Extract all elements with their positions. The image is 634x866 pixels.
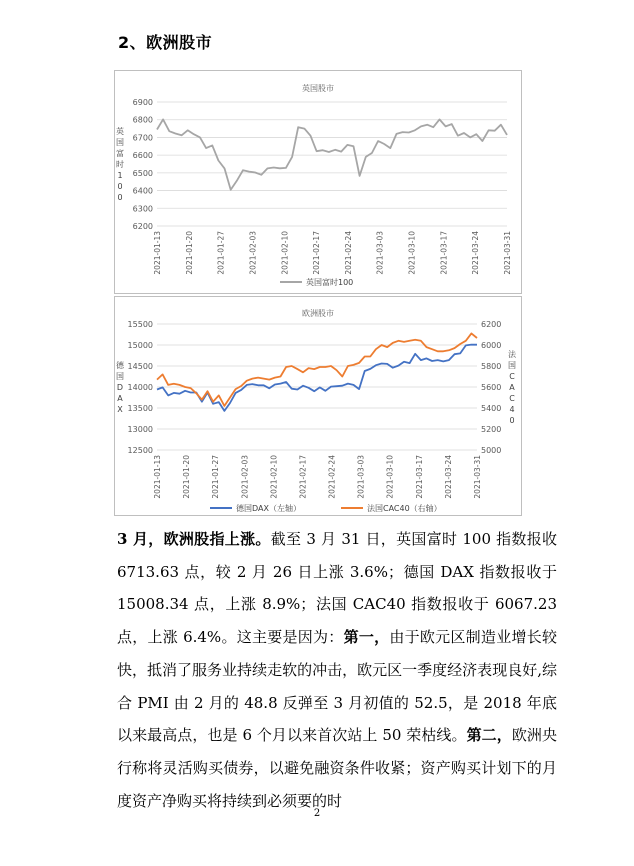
y-tick-label: 6300 <box>132 204 153 214</box>
x-tick-label: 2021-02-03 <box>248 231 258 275</box>
x-tick-label: 2021-02-17 <box>312 231 322 275</box>
lead-sentence: 3 月，欧洲股指上涨。 <box>117 530 271 548</box>
y-tick-label: 15000 <box>127 341 153 350</box>
x-tick-label: 2021-03-31 <box>503 231 512 275</box>
y-tick-label: 6900 <box>132 98 153 107</box>
x-tick-labels <box>153 231 512 275</box>
x-tick-label: 2021-02-10 <box>280 231 290 275</box>
x-tick-label: 2021-02-17 <box>298 455 308 499</box>
point-one: 第一， <box>343 628 390 647</box>
y-tick-label: 12500 <box>127 446 153 455</box>
x-tick-labels <box>153 455 482 499</box>
y-tick-label: 14000 <box>127 383 153 392</box>
x-tick-label: 2021-01-13 <box>153 231 162 275</box>
series-lines <box>157 119 507 189</box>
y-tick-label: 6200 <box>132 222 153 231</box>
x-tick-label: 2021-03-24 <box>471 231 481 275</box>
paragraph-text: 截至 3 月 31 日，英国富时 100 指数报收 6713.63 点，较 2 月 26 日上涨 3.6%；德国 DAX 指数报收于 15008.34 点，上涨 8.9%；法国 CAC40 指数报收于 6067.23 点，上涨 6.4%。这主要是因为： <box>117 530 557 647</box>
chart-title: 欧洲股市 <box>302 309 334 318</box>
y-right-tick-label: 5800 <box>481 362 502 371</box>
y-right-tick-label: 5000 <box>481 446 502 455</box>
legend-label: 德国DAX（左轴） <box>236 504 301 513</box>
series-line-1 <box>157 333 477 406</box>
y-tick-label: 13500 <box>127 404 153 413</box>
y-tick-label: 6600 <box>132 151 153 161</box>
grid-lines <box>157 324 477 450</box>
y-axis-label <box>116 126 124 202</box>
eu-chart-svg <box>115 297 521 515</box>
legend-label: 英国富时100 <box>306 278 354 287</box>
x-tick-label: 2021-01-20 <box>184 231 194 275</box>
y-tick-label: 6800 <box>132 115 153 125</box>
x-tick-label: 2021-03-17 <box>439 231 449 275</box>
y-tick-label: 15500 <box>127 320 153 329</box>
y-tick-label: 6500 <box>132 168 153 178</box>
x-tick-label: 2021-02-10 <box>269 455 279 499</box>
uk-chart-svg <box>115 71 521 293</box>
y-tick-label: 13000 <box>127 425 153 434</box>
series-line-0 <box>157 345 477 411</box>
x-tick-label: 2021-02-03 <box>240 455 250 499</box>
y-right-tick-label: 5200 <box>481 425 502 434</box>
page-number: 2 <box>313 808 321 819</box>
legend <box>280 277 353 287</box>
axis-label-text: 法国 C A C 4 0 <box>508 350 516 425</box>
legend-label: 法国CAC40（右轴） <box>367 504 442 513</box>
y-right-tick-label: 6000 <box>481 341 502 350</box>
x-tick-label: 2021-03-03 <box>375 231 385 275</box>
y-right-tick-label: 5600 <box>481 383 502 392</box>
y-right-axis-label <box>508 349 517 425</box>
x-tick-label: 2021-03-03 <box>356 455 366 499</box>
paragraph-text: 由于欧元区制造业增长较快，抵消了服务业持续走软的冲击，欧元区一季度经济表现良好,综合 PMI 由 2 月的 48.8 反弹至 3 月初值的 52.5，是 2018 年底以来最高点，也是 6 个月以来首次站上 50 荣枯线。 <box>117 628 557 745</box>
y-right-tick-labels <box>481 320 501 455</box>
grid-lines <box>157 102 507 226</box>
point-two: 第二， <box>466 726 512 745</box>
x-tick-label: 2021-03-24 <box>443 455 453 499</box>
uk-stock-chart <box>114 70 522 294</box>
axis-label-text: 德国 D A X <box>116 361 124 414</box>
chart-title: 英国股市 <box>302 84 334 93</box>
x-tick-label: 2021-01-20 <box>182 455 192 499</box>
paragraph-text: 欧洲央行称将灵活购买债券，以避免融资条件收紧；资产购买计划下的月度资产净购买将持续到必须要的时 <box>117 726 557 810</box>
section-heading: 2、欧洲股市 <box>118 33 213 52</box>
x-tick-label: 2021-03-17 <box>414 455 424 499</box>
eu-stock-chart <box>114 296 522 516</box>
x-tick-label: 2021-01-27 <box>211 455 221 499</box>
y-axis-label <box>116 360 125 414</box>
x-tick-label: 2021-01-13 <box>153 455 162 499</box>
y-tick-label: 6400 <box>132 186 153 196</box>
y-tick-label: 6700 <box>132 133 153 143</box>
x-tick-label: 2021-01-27 <box>216 231 226 275</box>
axis-label-text: 英国富时 1 0 0 <box>116 127 124 202</box>
series-line-0 <box>157 119 507 189</box>
x-tick-label: 2021-03-10 <box>385 455 395 499</box>
legend <box>210 503 442 513</box>
y-tick-labels <box>128 320 153 455</box>
body-paragraph <box>117 523 557 817</box>
y-tick-label: 14500 <box>127 362 153 371</box>
x-tick-label: 2021-02-24 <box>327 455 337 499</box>
x-tick-label: 2021-03-10 <box>407 231 417 275</box>
y-right-tick-label: 5400 <box>481 404 502 413</box>
x-tick-label: 2021-03-31 <box>473 455 482 499</box>
y-right-tick-label: 6200 <box>481 320 502 329</box>
x-tick-label: 2021-02-24 <box>343 231 353 275</box>
y-tick-labels <box>133 98 153 231</box>
